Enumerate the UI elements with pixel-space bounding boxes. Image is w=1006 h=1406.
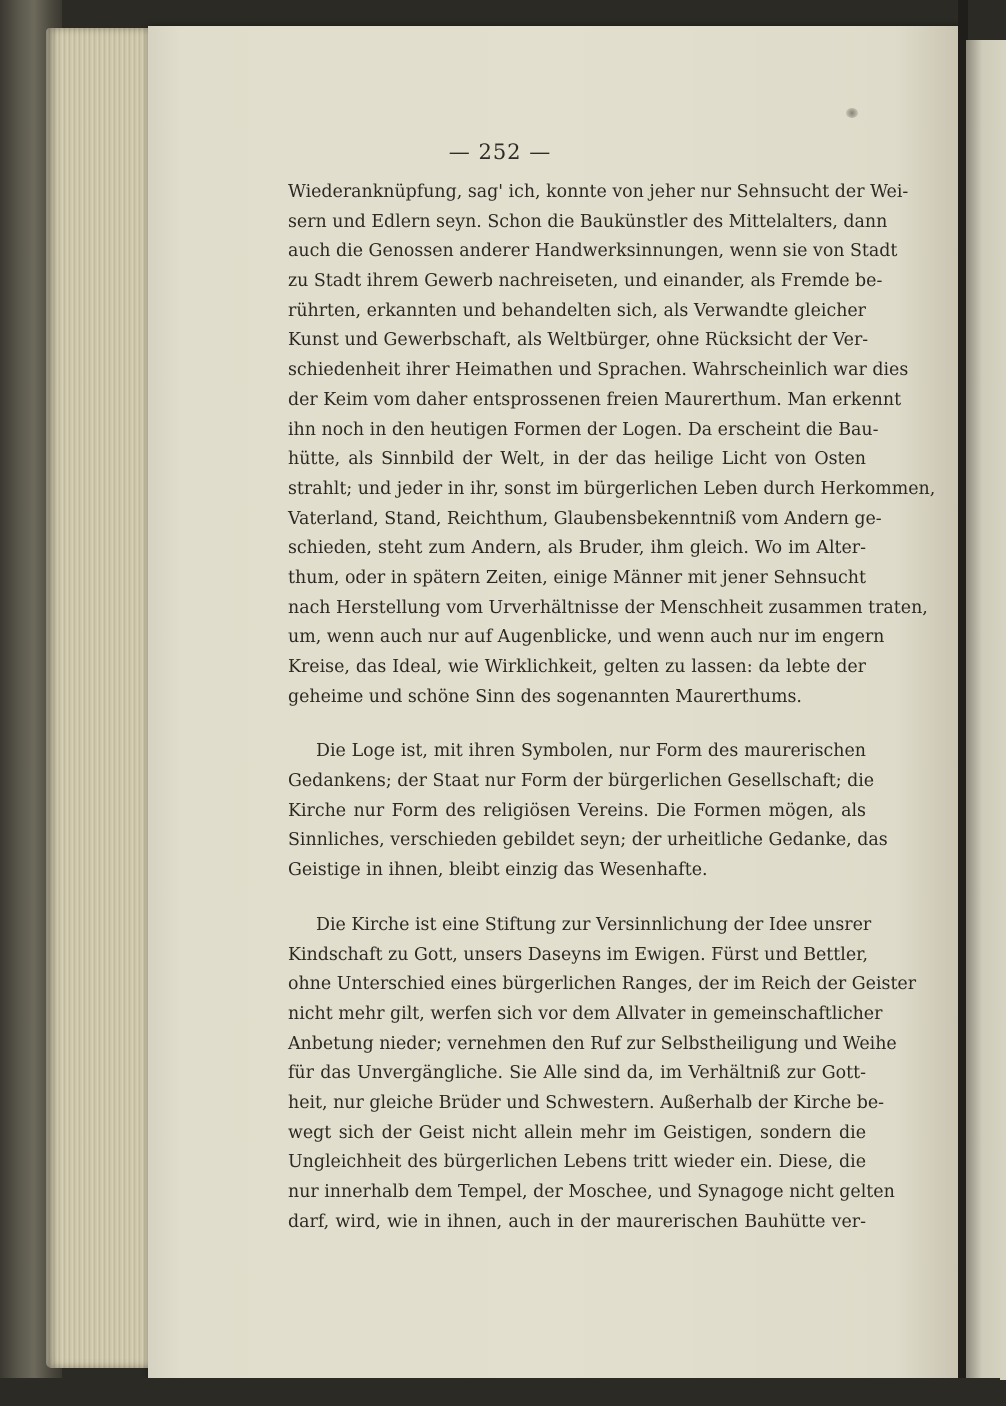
text-line: thum, oder in spätern Zeiten, einige Männer mit jener Sehnsucht	[288, 567, 866, 588]
text-line: rührten, erkannten und behandelten sich, als Verwandte gleicher	[288, 300, 866, 321]
text-line: nicht mehr gilt, werfen sich vor dem Allvater in gemeinschaftlicher	[288, 1003, 883, 1024]
body-text	[288, 178, 936, 1237]
text-line: der Keim vom daher entsprossenen freien Maurerthum. Man erkennt	[288, 389, 902, 410]
paragraph-gap	[288, 712, 866, 737]
text-line: nach Herstellung vom Urverhältnisse der Menschheit zusammen traten,	[288, 597, 928, 618]
text-line: schiedenheit ihrer Heimathen und Sprachen. Wahrscheinlich war dies	[288, 360, 909, 381]
text-line: ihn noch in den heutigen Formen der Logen. Da erscheint die Bau-	[288, 419, 879, 440]
bottom-shadow	[0, 1378, 1000, 1406]
text-line: Geistige in ihnen, bleibt einzig das Wesenhafte.	[288, 860, 708, 881]
page-number: — 252 —	[448, 140, 552, 164]
text-line: darf, wird, wie in ihnen, auch in der maurerischen Bauhütte ver-	[288, 1211, 866, 1232]
text-line: Kreise, das Ideal, wie Wirklichkeit, gelten zu lassen: da lebte der	[288, 657, 866, 677]
text-line: strahlt; und jeder in ihr, sonst im bürgerlichen Leben durch Herkommen,	[288, 478, 936, 499]
text-line: ohne Unterschied eines bürgerlichen Ranges, der im Reich der Geister	[288, 974, 917, 995]
text-line: Kindschaft zu Gott, unsers Daseyns im Ewigen. Fürst und Bettler,	[288, 944, 869, 965]
text-line: Vaterland, Stand, Reichthum, Glaubensbekenntniß vom Andern ge-	[288, 508, 882, 529]
text-line: für das Unvergängliche. Sie Alle sind da, im Verhältniß zur Gott-	[288, 1063, 866, 1084]
text-line: Kunst und Gewerbschaft, als Weltbürger, ohne Rücksicht der Ver-	[288, 330, 869, 351]
text-line: nur innerhalb dem Tempel, der Moschee, und Synagoge nicht gelten	[288, 1182, 895, 1202]
ink-smudge	[846, 108, 858, 118]
text-line: sern und Edlern seyn. Schon die Baukünstler des Mittelalters, dann	[288, 211, 888, 232]
text-line: Wiederanknüpfung, sag' ich, konnte von jeher nur Sehnsucht der Wei-	[288, 182, 909, 202]
text-line: schieden, steht zum Andern, als Bruder, ihm gleich. Wo im Alter-	[288, 538, 866, 559]
text-line: wegt sich der Geist nicht allein mehr im Geistigen, sondern die	[288, 1122, 866, 1143]
text-line: Kirche nur Form des religiösen Vereins. Die Formen mögen, als	[288, 800, 866, 821]
paragraph-2	[288, 737, 888, 885]
text-line: hütte, als Sinnbild der Welt, in der das heilige Licht von Osten	[288, 449, 866, 470]
text-line: Sinnliches, verschieden gebildet seyn; der urheitliche Gedanke, das	[288, 830, 888, 851]
text-line: zu Stadt ihrem Gewerb nachreiseten, und einander, als Fremde be-	[288, 271, 883, 292]
text-line: Ungleichheit des bürgerlichen Lebens tritt wieder ein. Diese, die	[288, 1152, 866, 1173]
text-line: Gedankens; der Staat nur Form der bürgerlichen Gesellschaft; die	[288, 771, 875, 792]
text-line: Anbetung nieder; vernehmen den Ruf zur Selbstheiligung und Weihe	[288, 1033, 897, 1054]
text-line: auch die Genossen anderer Handwerksinnungen, wenn sie von Stadt	[288, 241, 898, 262]
text-line: Die Loge ist, mit ihren Symbolen, nur Form des maurerischen	[316, 741, 866, 762]
paragraph-3	[288, 911, 917, 1238]
paragraph-1	[288, 178, 936, 712]
text-line: geheime und schöne Sinn des sogenannten Maurerthums.	[288, 686, 802, 707]
text-line: um, wenn auch nur auf Augenblicke, und wenn auch nur im engern	[288, 627, 885, 648]
text-line: Die Kirche ist eine Stiftung zur Versinnlichung der Idee unsrer	[316, 914, 872, 935]
facing-page-edge	[966, 40, 1006, 1380]
paragraph-gap	[288, 886, 866, 911]
page-stack-edges	[46, 28, 152, 1368]
text-line: heit, nur gleiche Brüder und Schwestern. Außerhalb der Kirche be-	[288, 1092, 885, 1113]
